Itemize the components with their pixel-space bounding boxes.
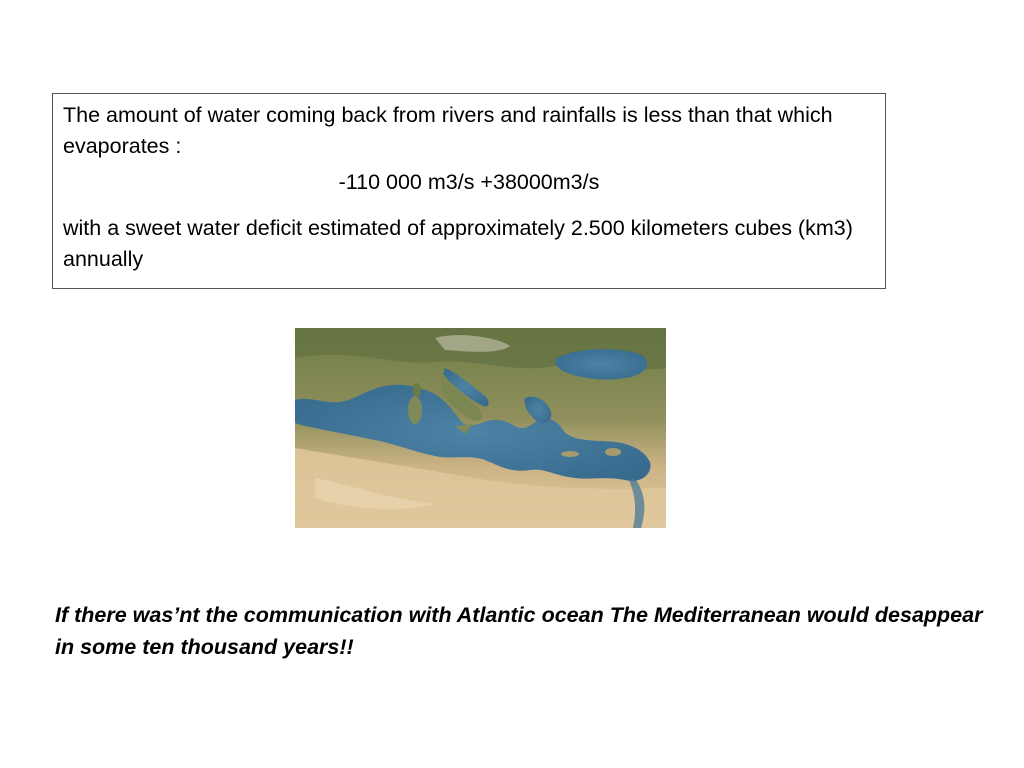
crete [561,451,579,457]
mediterranean-map-image [295,328,666,528]
water-balance-formula: -110 000 m3/s +38000m3/s [338,170,600,194]
evaporation-intro-text: The amount of water coming back from rivers and rainfalls is less than that which evaporates : [63,103,833,158]
cyprus [605,448,621,456]
sardinia [408,396,422,424]
conclusion-text: If there was’nt the communication with Atlantic ocean The Mediterranean would desappear in some ten thousand years!! [55,603,983,659]
mediterranean-map-graphic [295,328,666,528]
corsica [413,383,421,397]
info-text-box [52,93,886,289]
water-deficit-text: with a sweet water deficit estimated of approximately 2.500 kilometers cubes (km3) annually [63,216,853,271]
